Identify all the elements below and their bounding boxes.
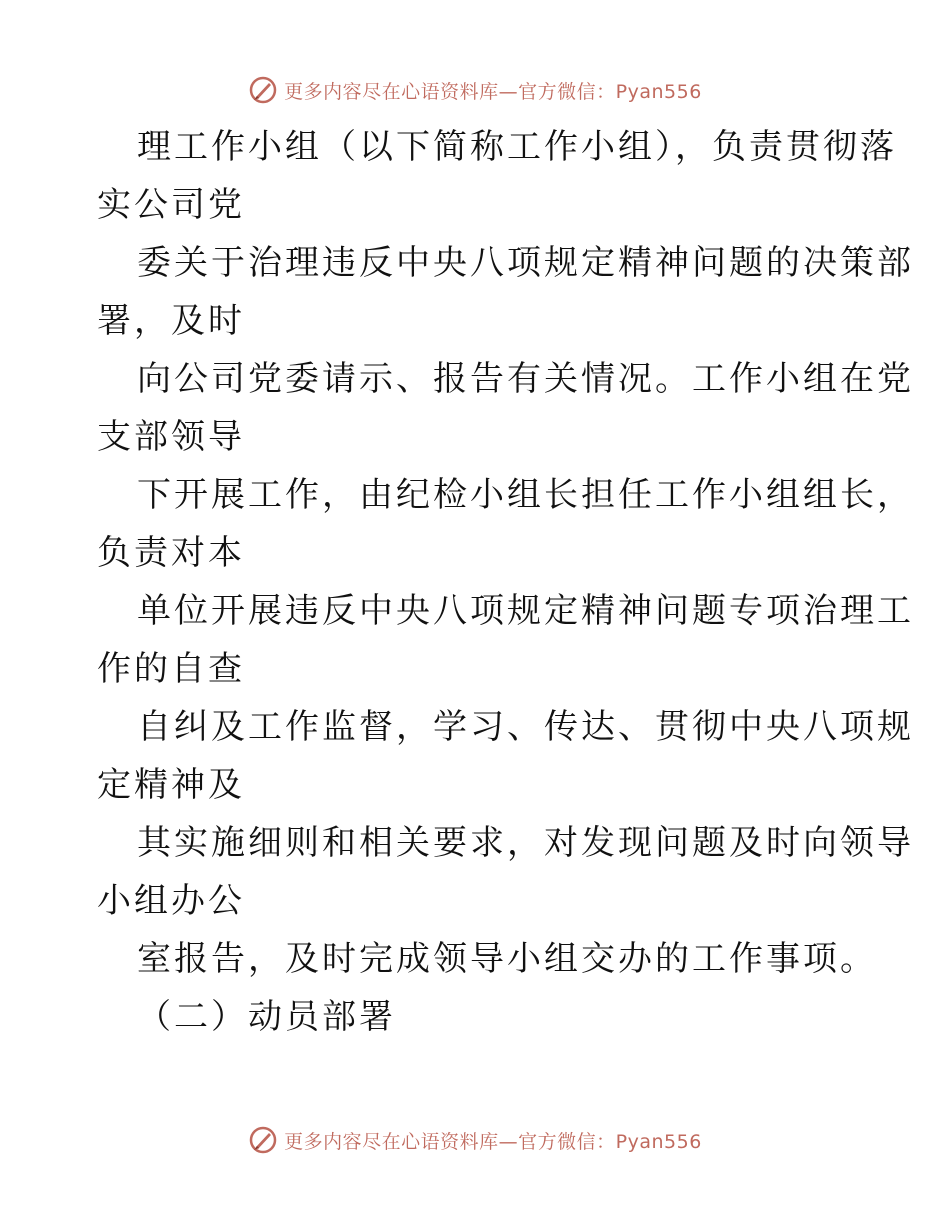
paragraph-line: 理工作小组（以下简称工作小组），负责贯彻落 xyxy=(137,127,897,167)
banner-text: 更多内容尽在心语资料库—官方微信：Pyan556 xyxy=(284,1130,702,1153)
quill-pen-logo-icon xyxy=(248,1125,278,1155)
quill-pen-logo-icon xyxy=(248,75,278,105)
paragraph-line: 室报告，及时完成领导小组交办的工作事项。 xyxy=(137,939,877,979)
paragraph-line: 向公司党委请示、报告有关情况。工作小组在党 xyxy=(137,359,914,399)
paragraph-line: 署，及时 xyxy=(97,301,245,341)
section-heading: （二）动员部署 xyxy=(137,997,396,1037)
header-banner xyxy=(0,70,950,110)
paragraph-line: 实公司党 xyxy=(97,185,245,225)
paragraph-line: 作的自查 xyxy=(97,649,245,689)
document-body xyxy=(97,118,914,1046)
paragraph-line: 其实施细则和相关要求，对发现问题及时向领导 xyxy=(137,823,914,863)
paragraph-line: 负责对本 xyxy=(97,533,245,573)
paragraph-line: 定精神及 xyxy=(97,765,245,805)
paragraph-line: 委关于治理违反中央八项规定精神问题的决策部 xyxy=(137,243,914,283)
paragraph-line: 小组办公 xyxy=(97,881,245,921)
paragraph-line: 单位开展违反中央八项规定精神问题专项治理工 xyxy=(137,591,914,631)
banner-text: 更多内容尽在心语资料库—官方微信：Pyan556 xyxy=(284,80,702,103)
footer-banner xyxy=(0,1120,950,1160)
paragraph-line: 下开展工作，由纪检小组长担任工作小组组长， xyxy=(137,475,914,515)
paragraph-line: 支部领导 xyxy=(97,417,245,457)
paragraph-line: 自纠及工作监督，学习、传达、贯彻中央八项规 xyxy=(137,707,914,747)
